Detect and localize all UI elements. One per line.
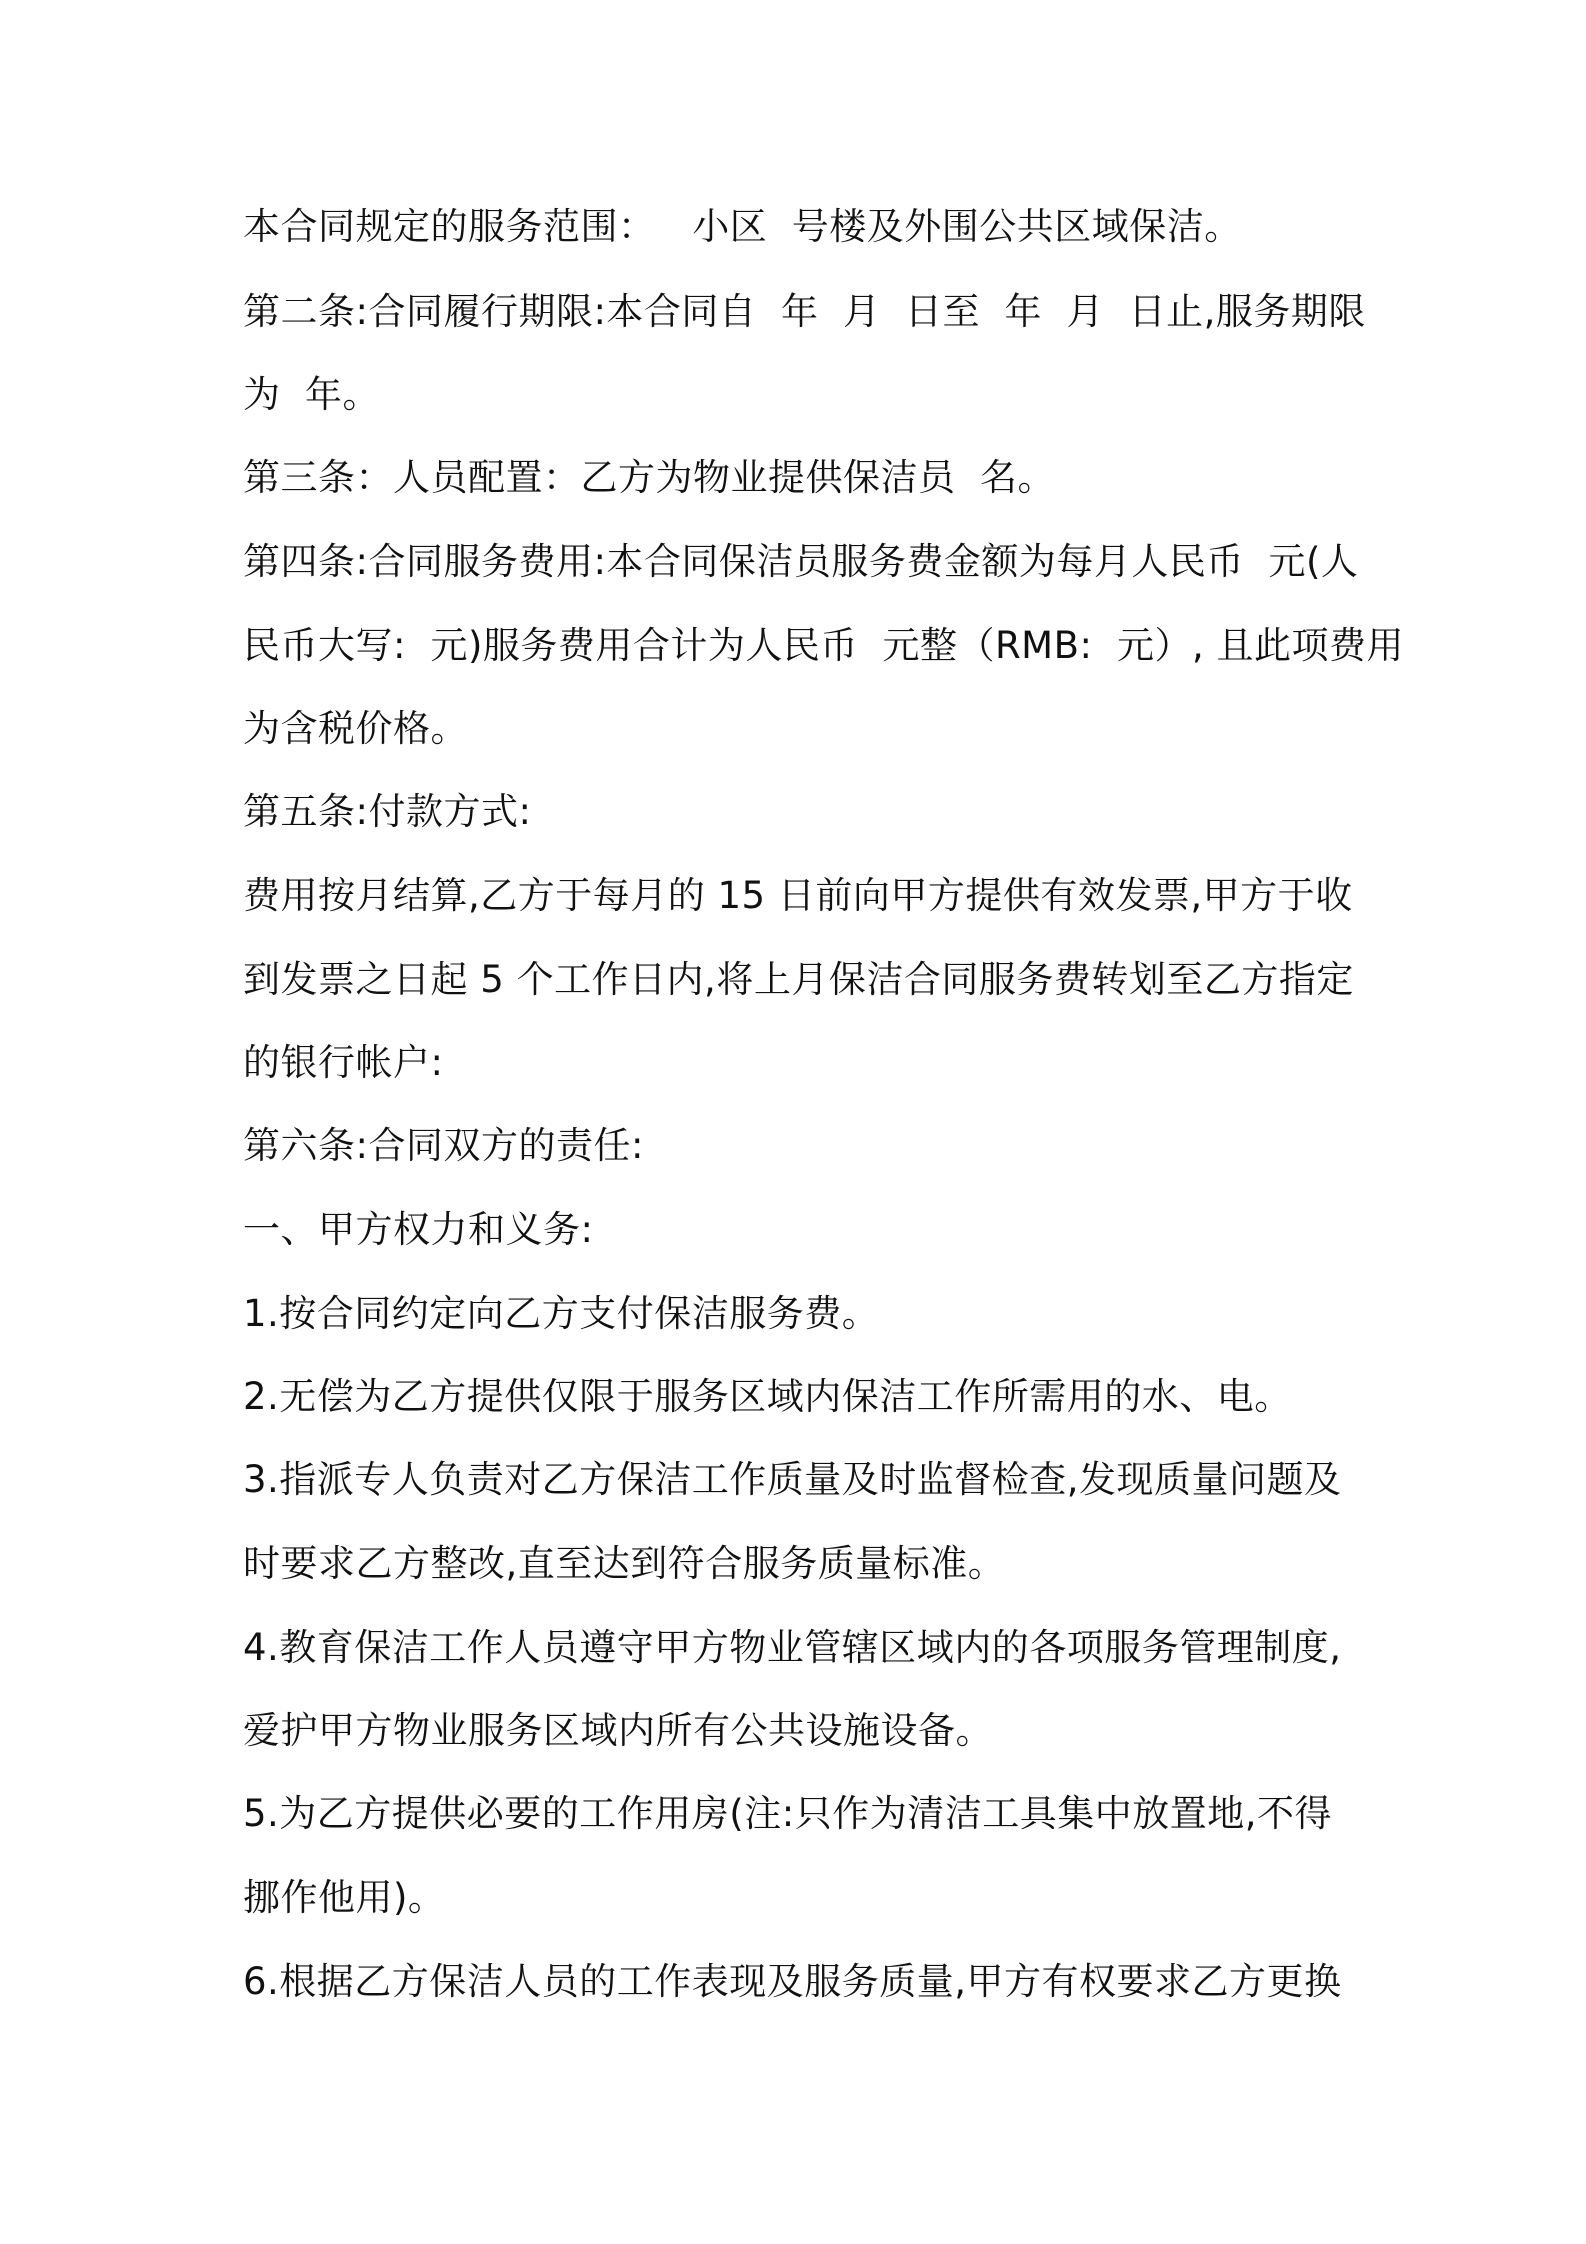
text-line-item-3: 3.指派专人负责对乙方保洁工作质量及时监督检查,发现质量问题及 — [243, 1458, 1342, 1501]
text-line-item-4: 4.教育保洁工作人员遵守甲方物业管辖区域内的各项服务管理制度, — [243, 1626, 1342, 1669]
text-line-article-4-cont-2: 为含税价格。 — [243, 707, 468, 750]
text-line-article-4-cont-1: 民币大写: 元)服务费用合计为人民币 元整（RMB: 元）, 且此项费用 — [243, 624, 1404, 667]
text-line-item-5-cont: 挪作他用)。 — [243, 1876, 446, 1919]
text-line-article-4: 第四条:合同服务费用:本合同保洁员服务费金额为每月人民币 元(人 — [243, 540, 1359, 583]
text-line-item-4-cont: 爱护甲方物业服务区域内所有公共设施设备。 — [243, 1709, 993, 1752]
text-line-payment-3: 的银行帐户: — [243, 1041, 444, 1084]
text-line-article-5: 第五条:付款方式: — [243, 790, 532, 833]
text-line-article-6: 第六条:合同双方的责任: — [243, 1124, 644, 1167]
text-line-item-2: 2.无偿为乙方提供仅限于服务区域内保洁工作所需用的水、电。 — [243, 1375, 1292, 1418]
text-line-item-5: 5.为乙方提供必要的工作用房(注:只作为清洁工具集中放置地,不得 — [243, 1792, 1332, 1835]
text-line-item-3-cont: 时要求乙方整改,直至达到符合服务质量标准。 — [243, 1542, 1006, 1585]
text-line-article-2-cont: 为 年。 — [243, 373, 381, 416]
text-line-payment-1: 费用按月结算,乙方于每月的 15 日前向甲方提供有效发票,甲方于收 — [243, 874, 1353, 917]
text-line-article-3: 第三条：人员配置：乙方为物业提供保洁员 名。 — [243, 456, 1056, 499]
text-line-payment-2: 到发票之日起 5 个工作日内,将上月保洁合同服务费转划至乙方指定 — [243, 958, 1354, 1001]
text-line-party-a-heading: 一、甲方权力和义务: — [243, 1208, 594, 1251]
text-line-article-2: 第二条:合同履行期限:本合同自 年 月 日至 年 月 日止,服务期限 — [243, 290, 1366, 333]
text-line-item-6: 6.根据乙方保洁人员的工作表现及服务质量,甲方有权要求乙方更换 — [243, 1960, 1342, 2003]
text-line-service-scope: 本合同规定的服务范围： 小区 号楼及外围公共区域保洁。 — [243, 205, 1242, 248]
text-line-item-1: 1.按合同约定向乙方支付保洁服务费。 — [243, 1292, 880, 1335]
